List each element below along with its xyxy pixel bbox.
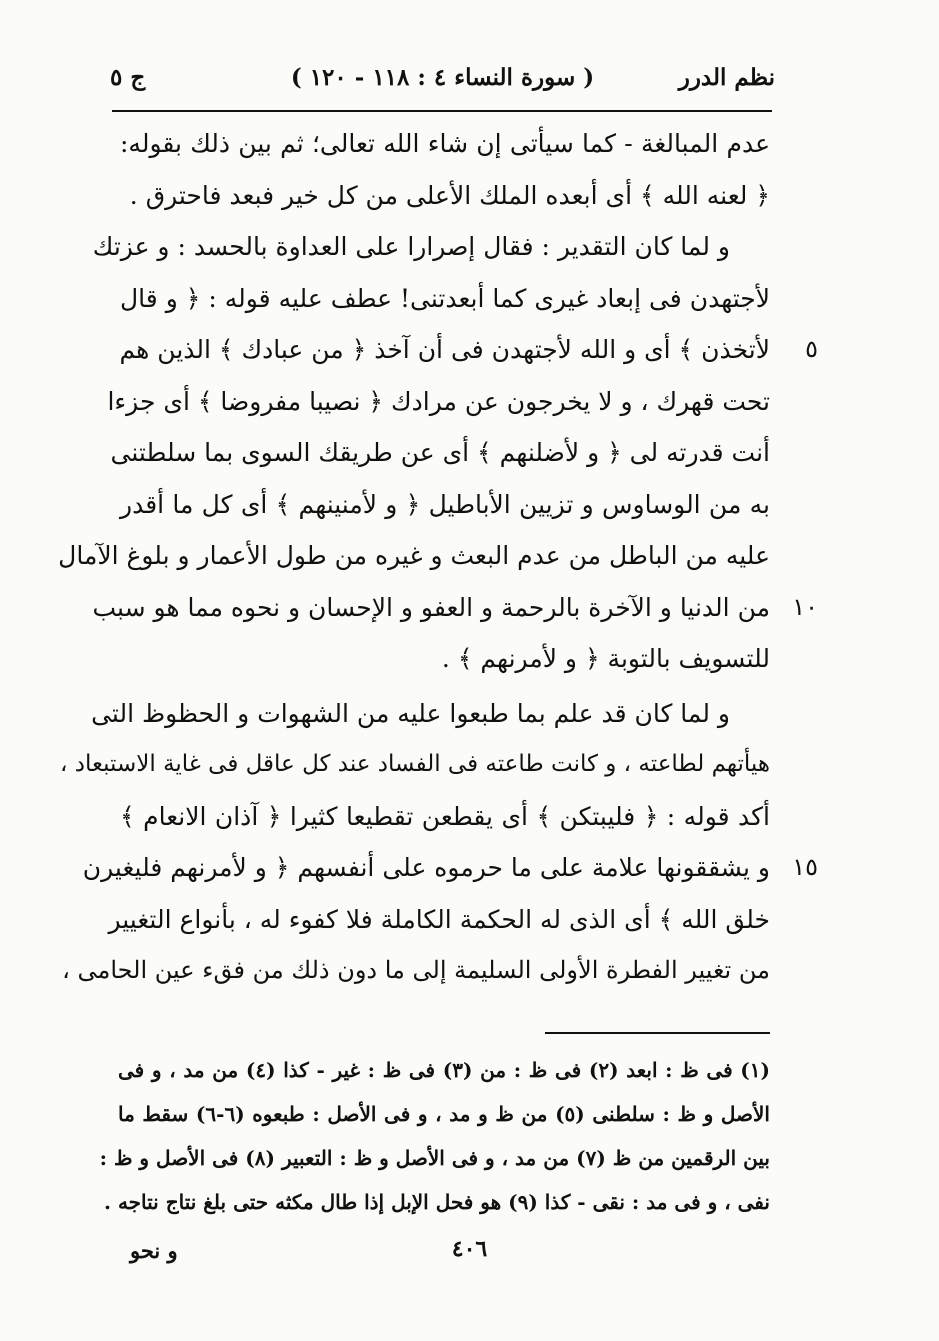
text-line: هيأتهم لطاعته ، و كانت طاعته فى الفساد عند كل عاقل فى غاية الاستبعاد ،	[60, 751, 770, 777]
line-number: ١٥	[792, 853, 818, 881]
text-line: للتسويف بالتوبة ﴿ و لأمرنهم ﴾ .	[441, 644, 770, 673]
main-text	[58, 118, 818, 997]
text-line: من الدنيا و الآخرة بالرحمة و العفو و الإحسان و نحوه مما هو سبب ١٠	[120, 582, 770, 634]
text-line: ﴿ لعنه الله ﴾ أى أبعده الملك الأعلى من كل خير فبعد فاحترق .	[129, 180, 770, 210]
text-line: و لما كان التقدير : فقال إصرارا على العداوة بالحسد : و عزتك	[92, 232, 730, 261]
surah-reference: ( سورة النساء ٤ : ١١٨ - ١٢٠ )	[290, 64, 595, 91]
book-title: نظم الدرر	[678, 64, 775, 91]
text-line: و يشققونها علامة على ما حرموه على أنفسهم ﴿ و لأمرنهم فليغيرن ١٥	[120, 842, 770, 894]
text-line: به من الوساوس و تزيين الأباطيل ﴿ و لأمنينهم ﴾ أى كل ما أقدر	[120, 489, 770, 519]
footnote-line: بين الرقمين من ظ (٧) من مد ، و فى الأصل و ظ : التعبير (٨) فى الأصل و ظ :	[99, 1146, 770, 1170]
text-line: أنت قدرته لى ﴿ و لأضلنهم ﴾ أى عن طريقك السوى بما سلطتنى	[110, 438, 770, 467]
text-line: تحت قهرك ، و لا يخرجون عن مرادك ﴿ نصيبا مفروضا ﴾ أى جزءا	[107, 386, 770, 416]
footnote-rule	[545, 1032, 770, 1034]
line-number: ١٠	[792, 592, 818, 621]
text-line: عدم المبالغة - كما سيأتى إن شاء الله تعالى؛ ثم بين ذلك بقوله:	[120, 129, 770, 158]
volume-label: ج ٥	[110, 64, 146, 91]
footnote-line: (١) فى ظ : ابعد (٢) فى ظ : من (٣) فى ظ : غير - كذا (٤) من مد ، و فى	[118, 1058, 770, 1082]
footnote-line: الأصل و ظ : سلطنى (٥) من ظ و مد ، و فى الأصل : طبعوه (٦-٦) سقط ما	[118, 1102, 770, 1126]
footnote-line: نفى ، و فى مد : نقى - كذا (٩) هو فحل الإبل إذا طال مكثه حتى بلغ نتاج نتاجه .	[104, 1190, 770, 1214]
running-header	[110, 60, 775, 100]
text-line: أكد قوله : ﴿ فليبتكن ﴾ أى يقطعن تقطيعا كثيرا ﴿ آذان الانعام ﴾	[120, 801, 770, 831]
line-number: ٥	[805, 335, 818, 363]
text-line: لأجتهدن فى إبعاد غيرى كما أبعدتنى! عطف عليه قوله : ﴿ و قال	[120, 283, 770, 313]
footnotes	[99, 1048, 770, 1224]
text-line: من تغيير الفطرة الأولى السليمة إلى ما دون ذلك من فقء عين الحامى ،	[62, 956, 770, 984]
page-number: ٤٠٦	[451, 1236, 488, 1262]
text-line: خلق الله ﴾ أى الذى له الحكمة الكاملة فلا كفوء له ، بأنواع التغيير	[108, 904, 770, 934]
header-rule	[112, 110, 772, 112]
text-line: لأتخذن ﴾ أى و الله لأجتهدن فى أن آخذ ﴿ من عبادك ﴾ الذين هم ٥	[120, 324, 770, 376]
text-line: عليه من الباطل من عدم البعث و غيره من طول الأعمار و بلوغ الآمال	[58, 541, 770, 570]
text-line: و لما كان قد علم بما طبعوا عليه من الشهوات و الحظوظ التى	[91, 698, 730, 728]
catchword: و نحو	[130, 1238, 178, 1263]
